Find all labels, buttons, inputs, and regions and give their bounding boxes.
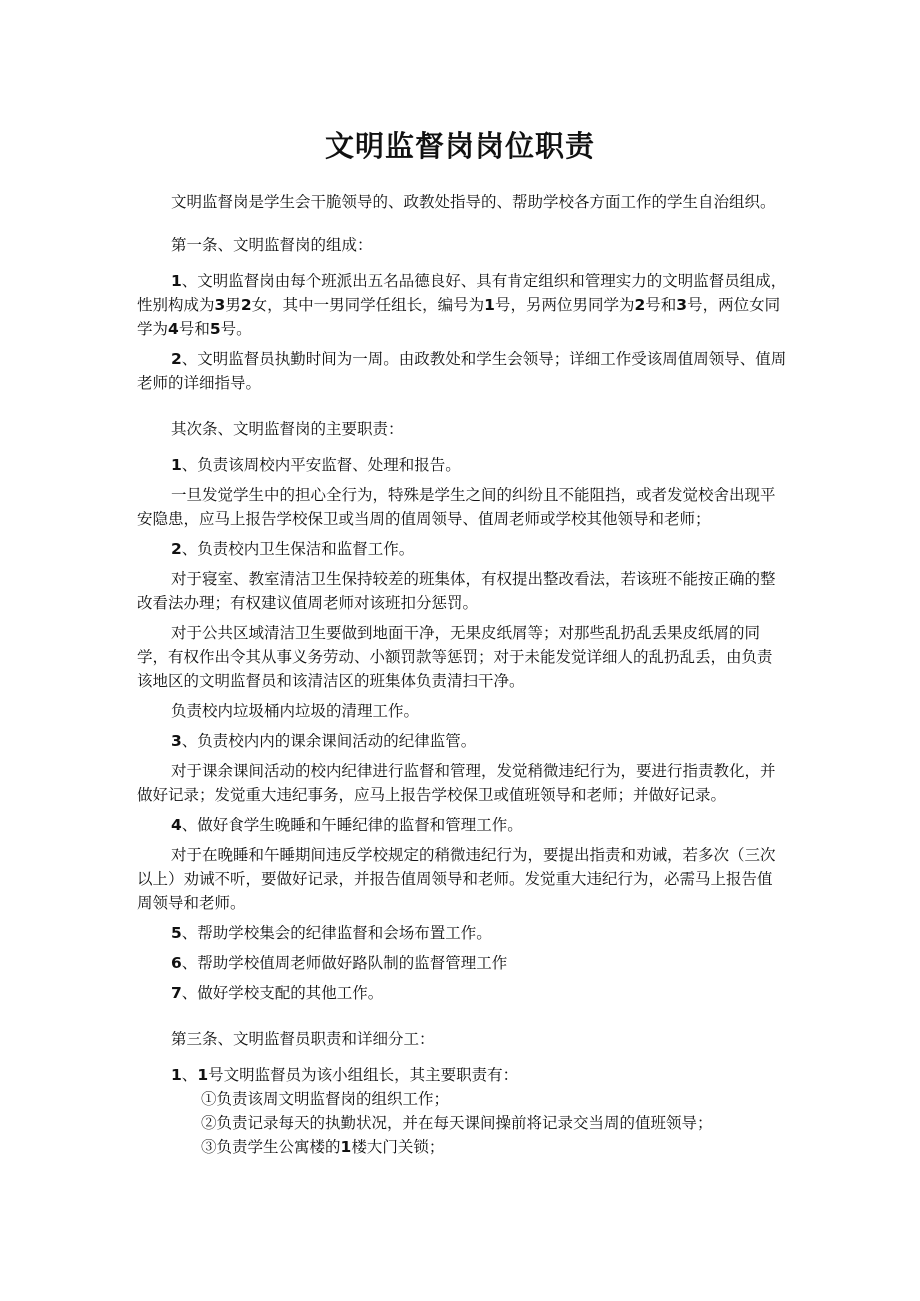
item-text: 、文明监督岗由每个班派出五名品德良好、具有肯定组织和管理实力的文明监督员组成，性别构成为	[137, 272, 787, 314]
item-text: 号，另两位男同学为	[494, 296, 635, 314]
item-number: 1	[484, 296, 495, 314]
item-number: 6	[171, 954, 182, 972]
item-number: 3	[676, 296, 688, 314]
item-text: 号和	[645, 296, 677, 314]
section-1-item-1	[137, 269, 787, 341]
item-number: 5	[209, 320, 221, 338]
item-text: 、做好食学生晚睡和午睡纪律的监督和管理工作。	[181, 816, 523, 834]
section-2-item-7	[137, 981, 787, 1005]
item-text: 号，两位女同学为	[137, 296, 781, 338]
item-number: 1	[171, 272, 182, 290]
section-3-heading: 第三条、文明监督员职责和详细分工：	[171, 1030, 435, 1048]
section-3-sub-item-2: ②负责记录每天的执勤状况，并在每天课间操前将记录交当周的值班领导；	[201, 1114, 713, 1132]
item-number: 1	[171, 1066, 182, 1084]
item-number: 1	[197, 1066, 209, 1084]
item-text: 、帮助学校值周老师做好路队制的监督管理工作	[181, 954, 508, 972]
section-2-heading: 其次条、文明监督岗的主要职责：	[171, 420, 404, 438]
item-number: 7	[171, 984, 182, 1002]
item-text: 、帮助学校集会的纪律监督和会场布置工作。	[181, 924, 492, 942]
item-text: 楼大门关锁；	[351, 1138, 445, 1156]
item-text: 女，其中一男同学任组长，编号为	[251, 296, 485, 314]
item-number: 2	[171, 540, 182, 558]
section-2-item-1-detail: 一旦发觉学生中的担心全行为，特殊是学生之间的纠纷且不能阻挡，或者发觉校舍出现平安隐患，应马上报告学校保卫或当周的值周领导、值周老师或学校其他领导和老师；	[137, 486, 776, 528]
item-text: 、	[181, 1066, 198, 1084]
item-number: 1	[340, 1138, 352, 1156]
section-3-sub-item-3	[137, 1135, 787, 1159]
section-2-item-6	[137, 951, 787, 975]
section-2-item-4-detail: 对于在晚睡和午睡期间违反学校规定的稍微违纪行为，要提出指责和劝诫，若多次（三次以上）劝诫不听，要做好记录，并报告值周领导和老师。发觉重大违纪行为，必需马上报告值周领导和老师。	[137, 846, 776, 912]
section-2-item-2-detail-1: 对于寝室、教室清洁卫生保持较差的班集体，有权提出整改看法，若该班不能按正确的整改看法办理；有权建议值周老师对该班扣分惩罚。	[137, 570, 776, 612]
item-number: 1	[171, 456, 182, 474]
item-number: 5	[171, 924, 182, 942]
section-2-item-2	[137, 537, 787, 561]
item-text: 号。	[220, 320, 252, 338]
section-2-item-2-detail-2: 对于公共区域清洁卫生要做到地面干净，无果皮纸屑等；对那些乱扔乱丢果皮纸屑的同学，有权作出令其从事义务劳动、小额罚款等惩罚；对于未能发觉详细人的乱扔乱丢，由负责该地区的文明监督员和该清洁区的班集体负责清扫干净。	[137, 624, 773, 690]
item-number: 3	[171, 732, 182, 750]
item-number: 2	[171, 350, 182, 368]
item-text: 、负责校内卫生保洁和监督工作。	[181, 540, 415, 558]
item-text: 号文明监督员为该小组组长，其主要职责有：	[208, 1066, 519, 1084]
item-number: 2	[240, 296, 252, 314]
item-text: 、负责该周校内平安监督、处理和报告。	[181, 456, 461, 474]
section-2-item-3	[137, 729, 787, 753]
section-2-item-4	[137, 813, 787, 837]
item-text: 、做好学校支配的其他工作。	[181, 984, 384, 1002]
section-1-item-2	[137, 347, 787, 395]
item-number: 4	[168, 320, 179, 338]
item-text: ③负责学生公寓楼的	[201, 1138, 341, 1156]
document-body	[137, 190, 787, 1159]
intro-paragraph: 文明监督岗是学生会干脆领导的、政教处指导的、帮助学校各方面工作的学生自治组织。	[171, 193, 776, 211]
item-text: 、文明监督员执勤时间为一周。由政教处和学生会领导；详细工作受该周值周领导、值周老师的详细指导。	[137, 350, 787, 392]
section-3-sub-item-1: ①负责该周文明监督岗的组织工作；	[201, 1090, 450, 1108]
item-number: 3	[214, 296, 226, 314]
item-text: 、负责校内内的课余课间活动的纪律监管。	[181, 732, 477, 750]
item-number: 2	[634, 296, 646, 314]
item-number: 4	[171, 816, 182, 834]
document-title: 文明监督岗岗位职责	[324, 129, 595, 163]
section-1-heading: 第一条、文明监督岗的组成：	[171, 236, 373, 254]
section-2-item-1	[137, 453, 787, 477]
section-2-item-3-detail: 对于课余课间活动的校内纪律进行监督和管理，发觉稍微违纪行为，要进行指责教化，并做好记录；发觉重大违纪事务，应马上报告学校保卫或值班领导和老师；并做好记录。	[137, 762, 776, 804]
item-text: 男	[225, 296, 241, 314]
section-2-item-2-detail-3: 负责校内垃圾桶内垃圾的清理工作。	[171, 702, 420, 720]
item-text: 号和	[178, 320, 210, 338]
section-2-item-5	[137, 921, 787, 945]
section-3-item-1	[137, 1063, 787, 1087]
